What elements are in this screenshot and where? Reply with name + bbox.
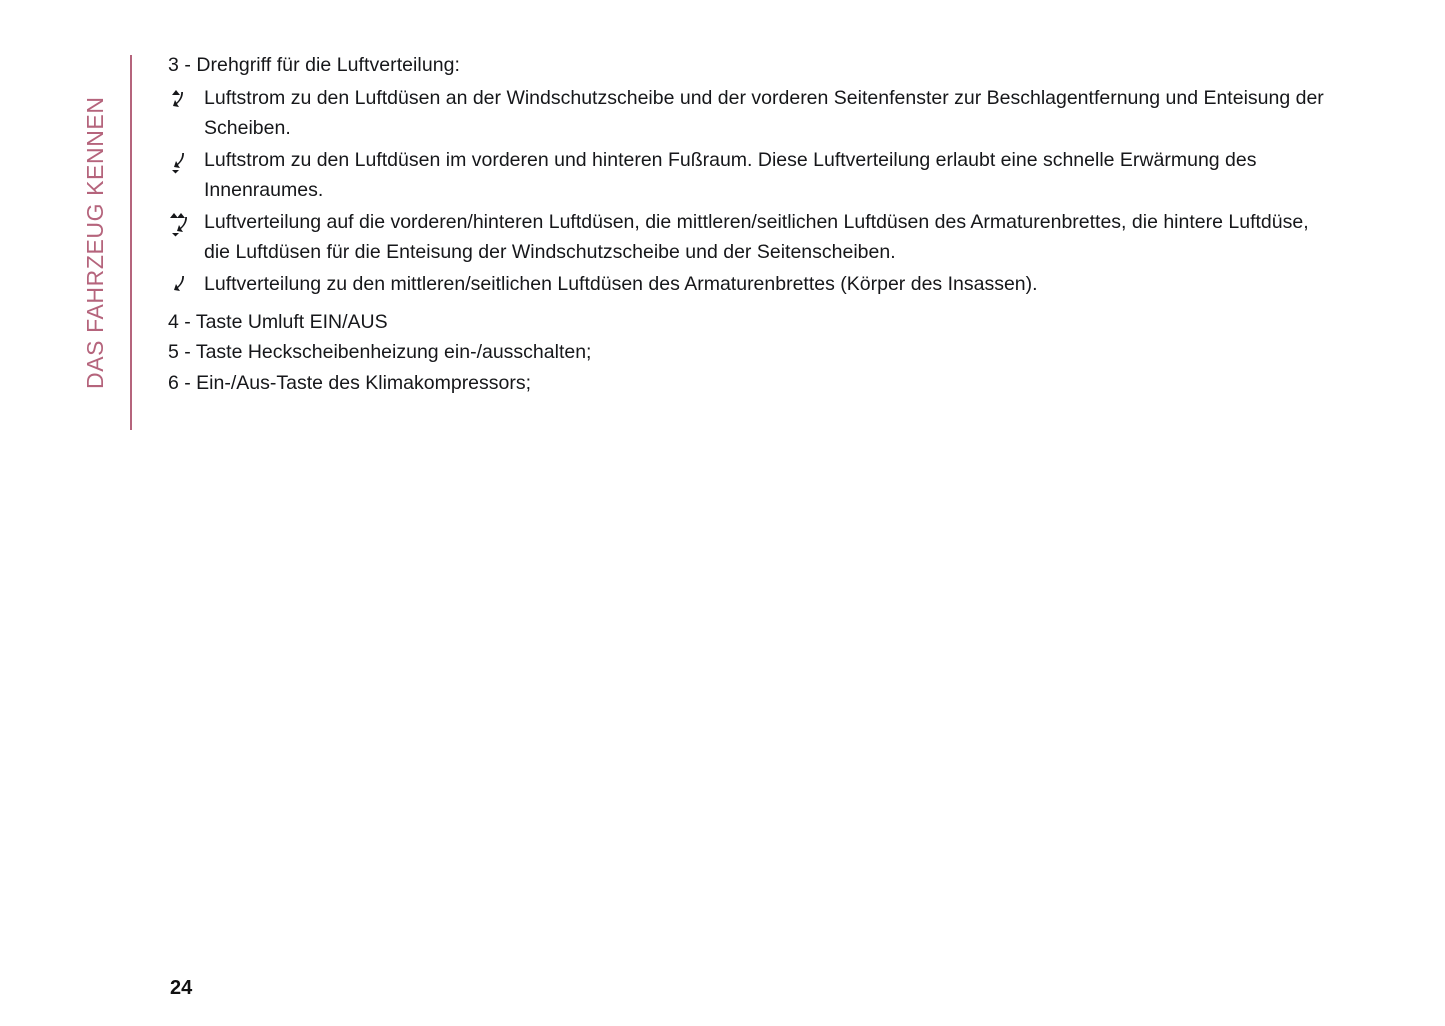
list-item-text: Luftverteilung zu den mittleren/seitlichen Luftdüsen des Armaturenbrettes (Körper des Insassen).: [204, 272, 1038, 295]
list-item: [168, 269, 1333, 300]
list-item: [168, 207, 1333, 268]
airflow-windscreen-icon: [170, 83, 204, 114]
airflow-combined-icon: [170, 207, 204, 238]
list-item-text: Luftstrom zu den Luftdüsen im vorderen und hinteren Fußraum. Diese Luftverteilung erlaubt eine schnelle Erwärmung des Innenraumes.: [204, 148, 1257, 201]
list-item: [168, 145, 1333, 206]
lead-paragraph: 3 - Drehgriff für die Luftverteilung:: [168, 54, 460, 76]
list-item: [168, 83, 1333, 144]
list-item-text: Luftstrom zu den Luftdüsen an der Windschutzscheibe und der vorderen Seitenfenster zur Beschlagentfernung und Enteisung der Scheiben.: [204, 86, 1324, 139]
airflow-footwell-icon: [170, 145, 204, 176]
list-item-text: Luftverteilung auf die vorderen/hinteren Luftdüsen, die mittleren/seitlichen Luftdüsen des Armaturenbrettes, die hintere Luftdüse, die Luftdüsen für die Enteisung der Windschutzscheibe und der Seitenscheiben.: [204, 210, 1309, 263]
section-tab: [82, 55, 132, 430]
numbered-item-6: 6 - Ein-/Aus-Taste des Klimakompressors;: [168, 371, 532, 394]
numbered-item-4: 4 - Taste Umluft EIN/AUS: [168, 310, 388, 333]
numbered-item-5: 5 - Taste Heckscheibenheizung ein-/ausschalten;: [168, 341, 592, 363]
page-number: 24: [170, 977, 193, 999]
airflow-dashboard-icon: [170, 269, 204, 300]
page-content: [168, 50, 1333, 398]
section-tab-label: DAS FAHRZEUG KENNEN: [82, 96, 108, 389]
